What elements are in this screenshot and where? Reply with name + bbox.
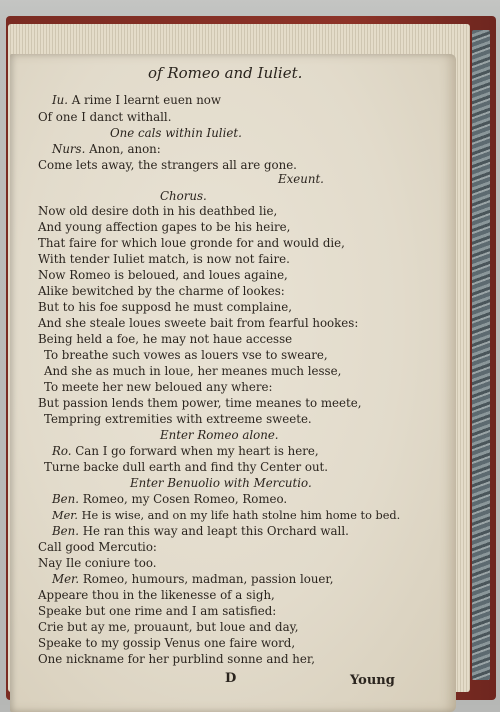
text-line: Alike bewitched by the charme of lookes: [38, 284, 285, 298]
text-line [52, 142, 161, 158]
text-line: Nay Ile coniure too. [38, 556, 157, 570]
text-line: Being held a foe, he may not haue accesse [38, 332, 293, 346]
page-text [10, 54, 456, 712]
verse: Come lets away, the strangers all are gone. [38, 158, 297, 172]
stage-direction: Exeunt. [278, 172, 324, 186]
running-head: of Romeo and Iuliet. [148, 64, 303, 82]
speaker: Ro. [52, 444, 72, 458]
speaker: Mer. [52, 509, 79, 522]
speaker: Nurs. [52, 142, 86, 156]
text-line [38, 110, 171, 126]
text-line: That faire for which loue gronde for and would die, [38, 236, 345, 250]
text-line: And she as much in loue, her meanes much lesse, [44, 364, 342, 378]
verse: Romeo, humours, madman, passion louer, [82, 572, 334, 586]
speaker: Ben. [52, 492, 79, 506]
text-line [52, 93, 221, 109]
text-line: Tempring extremities with extreeme sweete. [44, 412, 312, 426]
text-line [52, 444, 319, 460]
stage-direction: Enter Benuolio with Mercutio. [130, 476, 312, 490]
verse: He is wise, and on my life hath stolne him home to bed. [81, 509, 401, 522]
text-line: Call good Mercutio: [38, 540, 157, 554]
stage-direction: Enter Romeo alone. [160, 428, 279, 442]
text-line [52, 492, 287, 508]
text-line [52, 572, 334, 588]
speaker: Iu. [52, 93, 69, 107]
book-page [10, 54, 456, 712]
signature-mark: D [225, 671, 237, 686]
text-line: And she steale loues sweete bait from fearful hookes: [38, 316, 359, 330]
text-line: Now old desire doth in his deathbed lie, [38, 204, 278, 218]
speaker: Mer. [52, 572, 80, 586]
text-line: With tender Iuliet match, is now not faire. [38, 252, 290, 266]
verse: Of one I danct withall. [38, 110, 172, 124]
text-line: Now Romeo is beloued, and loues againe, [38, 268, 288, 282]
text-line [52, 524, 349, 540]
verse: He ran this way and leapt this Orchard wall. [82, 524, 349, 538]
chorus-heading: Chorus. [160, 189, 207, 203]
text-line [38, 158, 297, 174]
text-line: And young affection gapes to be his heire, [38, 220, 291, 234]
page-edges [8, 24, 470, 692]
text-line: But to his foe supposd he must complaine, [38, 300, 292, 314]
catchword: Young [350, 673, 395, 688]
verse: Romeo, my Cosen Romeo, Romeo. [82, 492, 288, 506]
text-line: Appeare thou in the likenesse of a sigh, [38, 588, 275, 602]
speaker: Ben. [52, 524, 79, 538]
verse: A rime I learnt euen now [71, 93, 221, 107]
verse: Anon, anon: [89, 142, 161, 156]
text-line [52, 508, 400, 524]
text-line: To meete her new beloued any where: [44, 380, 273, 394]
text-line: Turne backe dull earth and find thy Center out. [44, 460, 329, 474]
text-line: One nickname for her purblind sonne and her, [38, 652, 315, 666]
verse: Can I go forward when my heart is here, [75, 444, 319, 458]
marbled-edge [472, 30, 490, 680]
stage-direction: One cals within Iuliet. [110, 126, 242, 140]
text-line: To breathe such vowes as louers vse to sweare, [44, 348, 328, 362]
text-line: Speake but one rime and I am satisfied: [38, 604, 277, 618]
text-line: But passion lends them power, time meanes to meete, [38, 396, 362, 410]
text-line: Crie but ay me, prouaunt, but loue and day, [38, 620, 299, 634]
text-line: Speake to my gossip Venus one faire word, [38, 636, 296, 650]
